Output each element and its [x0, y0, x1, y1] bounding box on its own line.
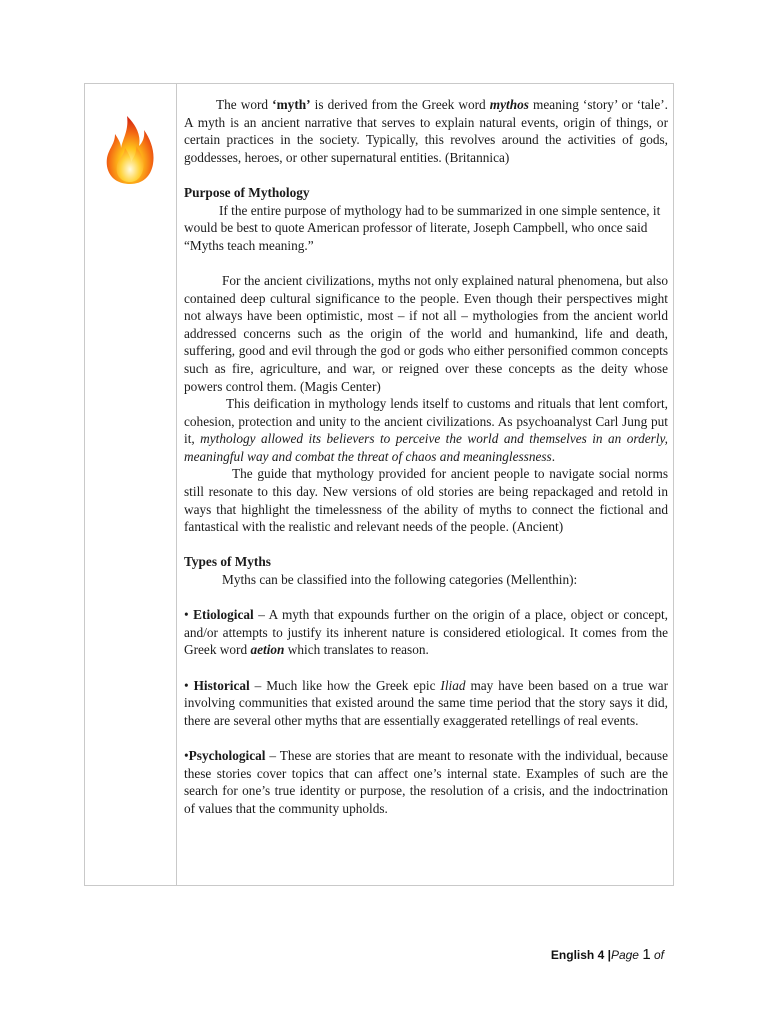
intro-text-2: is derived from the Greek word: [310, 97, 490, 112]
term-psychological: Psychological: [188, 747, 266, 763]
intro-paragraph: [184, 96, 668, 166]
heading-types: Types of Myths: [184, 554, 271, 570]
term-mythos: mythos: [489, 97, 529, 112]
purpose-paragraph-1: If the entire purpose of mythology had to be summarized in one simple sentence, it would be best to quote American professor of literate, Joseph Campbell, who once said “Myths teach meaning.”: [184, 202, 661, 253]
fire-icon: [103, 112, 157, 186]
intro-text-1: The word: [216, 97, 273, 112]
bullet: •: [184, 747, 189, 763]
bullet: •: [184, 607, 189, 623]
term-myth: ‘myth’: [272, 97, 311, 112]
type-psychological: [184, 747, 668, 817]
page-footer: [551, 946, 664, 963]
term-historical: Historical: [193, 677, 250, 693]
term-iliad: Iliad: [440, 677, 466, 693]
footer-course: English 4 |: [550, 948, 611, 962]
page-number: 1: [642, 946, 651, 963]
historical-text-1: – Much like how the Greek epic: [249, 677, 441, 693]
purpose-paragraph-4: The guide that mythology provided for ancient people to navigate social norms still resonate to this day. New versions of old stories are being repackaged and retold in ways that highlight the timelessness of the ability of myths to connect the fictional and fantastical with the realistic and relevant needs of the people. (Ancient): [184, 466, 668, 535]
etiological-text-1: – A myth that expounds further on the origin of a place, object or concept, and/or attempts to justify its inherent nature is considered etiological. It comes from the Greek word: [184, 607, 668, 658]
jung-quote: mythology allowed its believers to perceive the world and themselves in an orderly, meaningful way and combat the threat of chaos and meaninglessness: [184, 431, 668, 464]
psychological-text: – These are stories that are meant to resonate with the individual, because these stories cover topics that can affect one’s internal state. Examples of such are the search for one’s true identity or purpose, the resolution of a crisis, and the indoctrination of values that the community upholds.: [184, 747, 668, 816]
footer-page-label: Page: [610, 948, 643, 962]
purpose-paragraph-2: For the ancient civilizations, myths not only explained natural phenomena, but also contained deep cultural significance to the people. Even though their perspectives might not always have been optimistic, most – if not all – mythologies from the ancient world addressed concerns such as the origin of the world and humankind, life and death, suffering, good and evil through the god or gods who either personified common concepts such as fire, agriculture, and war, or reigned over these concepts as the deity whose powers control them. (Magis Center): [184, 272, 668, 394]
term-aetion: aetion: [250, 642, 285, 658]
term-etiological: Etiological: [193, 607, 254, 623]
type-historical: [184, 677, 668, 730]
etiological-text-2: which translates to reason.: [284, 642, 429, 658]
purpose-paragraph-3: [184, 395, 668, 465]
heading-purpose: Purpose of Mythology: [184, 184, 310, 200]
intro-text-3: meaning ‘story’ or ‘tale’. A myth is an ancient narrative that serves to explain natural events, origin of things, or certain practices in the society. Typically, this revolves around the activities of gods, goddesses, heroes, or other supernatural entities. (Britannica): [184, 97, 668, 165]
bullet: •: [184, 677, 189, 693]
types-intro: Myths can be classified into the following categories (Mellenthin):: [222, 572, 578, 588]
content-table: [84, 83, 674, 886]
purpose-p3-end: .: [551, 448, 556, 464]
type-etiological: [184, 606, 668, 659]
footer-of: of: [650, 948, 664, 962]
historical-text-2: may have been based on a true war involving communities that existed around the same time period that the story says it did, there are several other myths that are essentially exaggerated retellings of real events.: [184, 677, 668, 728]
column-divider: [176, 84, 177, 885]
purpose-p3-text: This deification in mythology lends itself to customs and rituals that lent comfort, cohesion, protection and unity to the ancient civilizations. As psychoanalyst Carl Jung put it,: [184, 396, 668, 447]
article-body: [184, 96, 668, 817]
